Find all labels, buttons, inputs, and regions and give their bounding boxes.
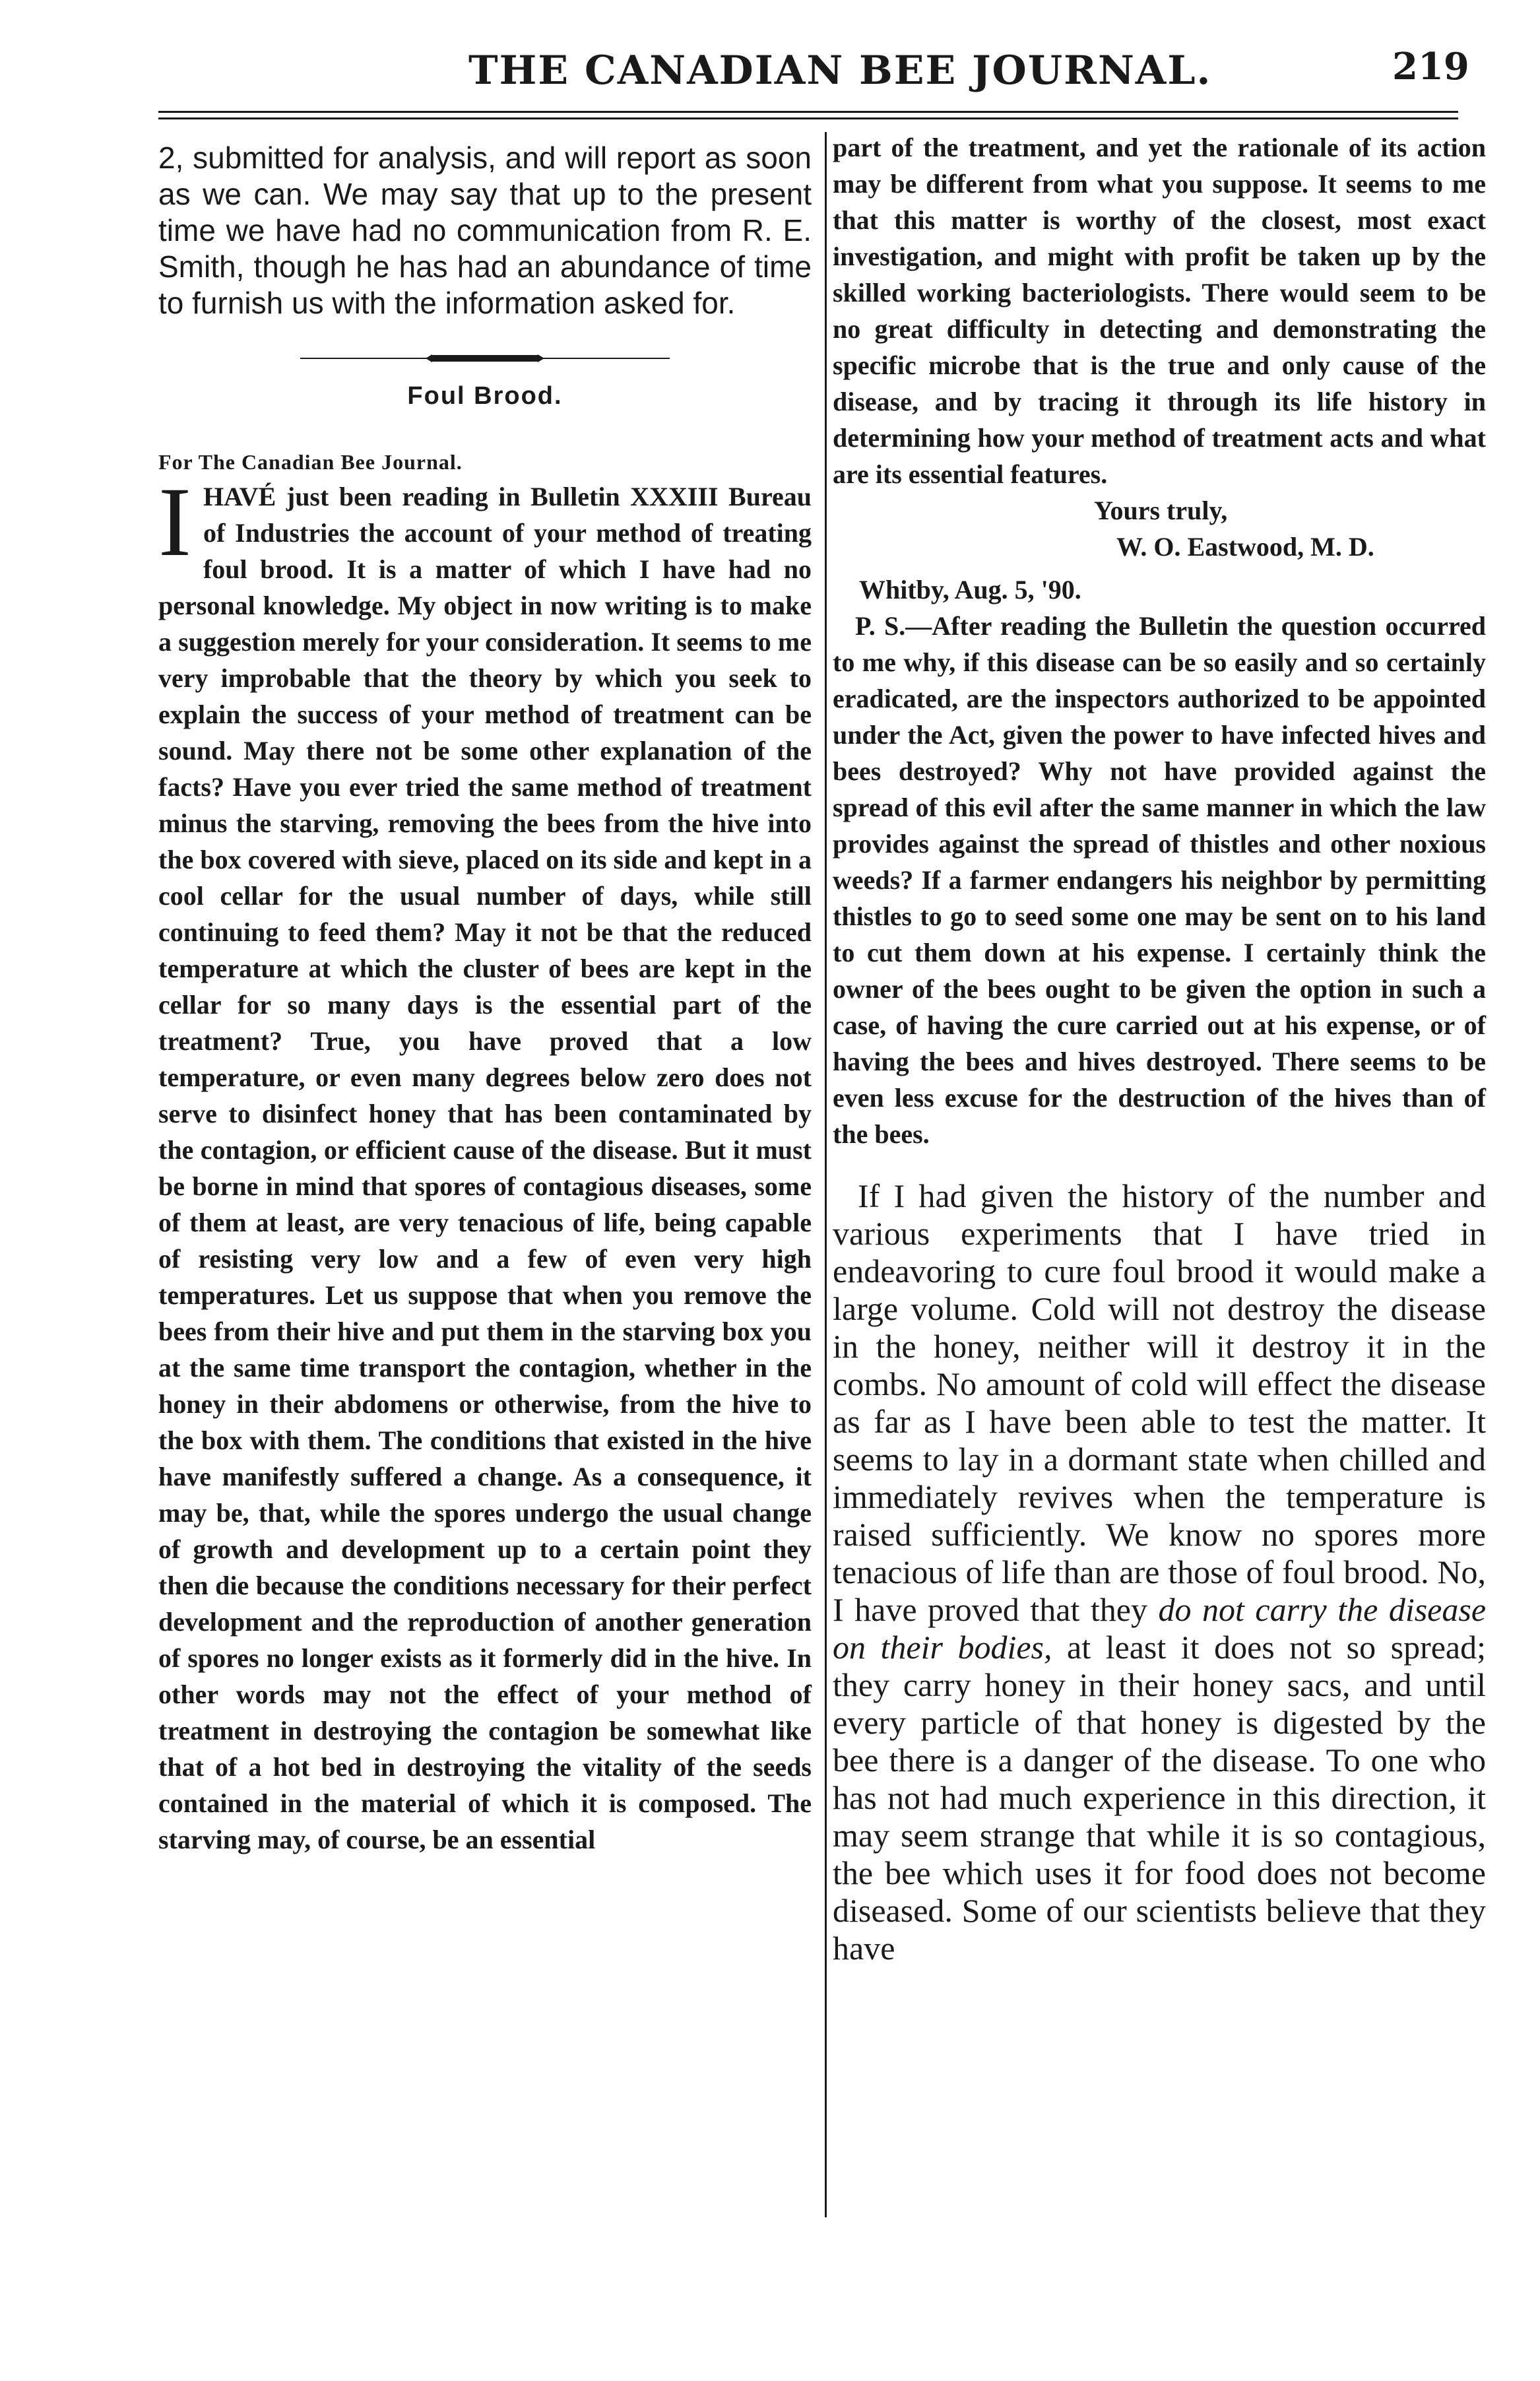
header-rule-top: [158, 111, 1458, 113]
letter-continuation: part of the treatment, and yet the rationale of its action may be different from what you suppose. It seems to me that this matter is worthy of the closest, most exact investigation, and might with profit be taken up by the skilled working bacteriologists. There would seem to be no great difficulty in detecting and demonstrating the specific microbe that is the true and only cause of the disease, and by tracing it through its life history in determining how your method of treatment acts and what are its essential features.: [833, 133, 1486, 489]
letter-body-block: [158, 467, 812, 1858]
section-ornament: [300, 352, 670, 365]
page-header: [158, 37, 1471, 103]
page-number: 219: [1392, 45, 1469, 88]
left-column: [158, 140, 812, 1858]
reply-part-1: If I had given the history of the number and various experiments that I have tried in endeavoring to cure foul brood it would make a large volume. Cold will not destroy the disease in the honey, neither will it destroy it in the combs. No amount of cold will effect the disease as far as I have been able to test the matter. It seems to lay in a dormant state when chilled and immediately revives when the temperature is raised sufficiently. We know no spores more tenacious of life than are those of foul brood. No, I have proved that they: [833, 1177, 1486, 1628]
drop-cap: I: [158, 467, 191, 577]
letter-body: HAVÉ just been reading in Bulletin XXXIII Bureau of Industries the account of your method of treating foul brood. It is a matter of which I have had no personal knowledge. My object in now writing is to make a suggestion merely for your consideration. It seems to me very improbable that the theory by which you seek to explain the success of your method of treatment can be sound. May there not be some other explanation of the facts? Have you ever tried the same method of treatment minus the starving, removing the bees from the hive into the box covered with sieve, placed on its side and kept in a cool cellar for the usual number of days, while still continuing to feed them? May it not be that the reduced temperature at which the cluster of bees are kept in the cellar for so many days is the essential part of the treatment? True, you have proved that a low temperature, or even many degrees below zero does not serve to disinfect honey that has been contaminated by the contagion, or efficient cause of the disease. But it must be borne in mind that spores of contagious diseases, some of them at least, are very tenacious of life, being capable of resisting very low and a few of even very high temperatures. Let us suppose that when you remove the bees from their hive and put them in the starving box you at the same time transport the contagion, whether in the honey in their abdomens or otherwise, from the hive to the box with them. The conditions that existed in the hive have manifestly suffered a change. As a consequence, it may be, that, while the spores undergo the usual change of growth and development up to a certain point they then die because the conditions necessary for their perfect development and the reproduction of another generation of spores no longer exists as it formerly did in the hive. In other words may not the effect of your method of treatment in destroying the contagion be somewhat like that of a hot bed in destroying the vitality of the seeds contained in the material of which it is composed. The starving may, of course, be an essential: [158, 482, 812, 1854]
column-divider: [825, 132, 827, 2217]
section-title: Foul Brood.: [407, 382, 563, 410]
journal-title: THE CANADIAN BEE JOURNAL.: [468, 48, 1212, 94]
letter-attribution: For The Canadian Bee Journal.: [158, 450, 463, 474]
intro-paragraph: 2, submitted for analysis, and will report as soon as we can. We may say that up to the present time we have had no communication from R. E. Smith, though he has had an abundance of time to furnish us with the information asked for.: [158, 141, 812, 320]
reply-part-2: at least it does not so spread; they carry honey in their honey sacs, and until every particle of that honey is digested by the bee there is a danger of the disease. To one who has not had much experience in this direction, it may seem strange that while it is so contagious, the bee which uses it for food does not become diseased. Some of our scientists believe that they have: [833, 1629, 1486, 1967]
right-column: [833, 129, 1486, 1967]
header-rule-bottom: [158, 117, 1458, 119]
letter-closing: Yours truly,: [1094, 496, 1228, 525]
reply-italic: do not carry the disease on their bodies,: [833, 1591, 1487, 1666]
letter-signature: W. O. Eastwood, M. D.: [1116, 532, 1374, 562]
letter-dateline: Whitby, Aug. 5, '90.: [859, 575, 1081, 604]
editor-reply: [833, 1177, 1486, 1967]
postscript: P. S.—After reading the Bulletin the question occurred to me why, if this disease can be so easily and so certainly eradicated, are the inspectors authorized to be appointed under the Act, given the power to have infected hives and bees destroyed? Why not have provided against the spread of this evil after the same manner in which the law provides against the spread of thistles and other noxious weeds? If a farmer endangers his neighbor by permitting thistles to go to seed some one may be sent on to his land to cut them down at his expense. I certainly think the owner of the bees ought to be given the option in such a case, of having the cure carried out at his expense, or of having the bees and hives destroyed. There seems to be even less excuse for the destruction of the hives than of the bees.: [833, 611, 1486, 1149]
